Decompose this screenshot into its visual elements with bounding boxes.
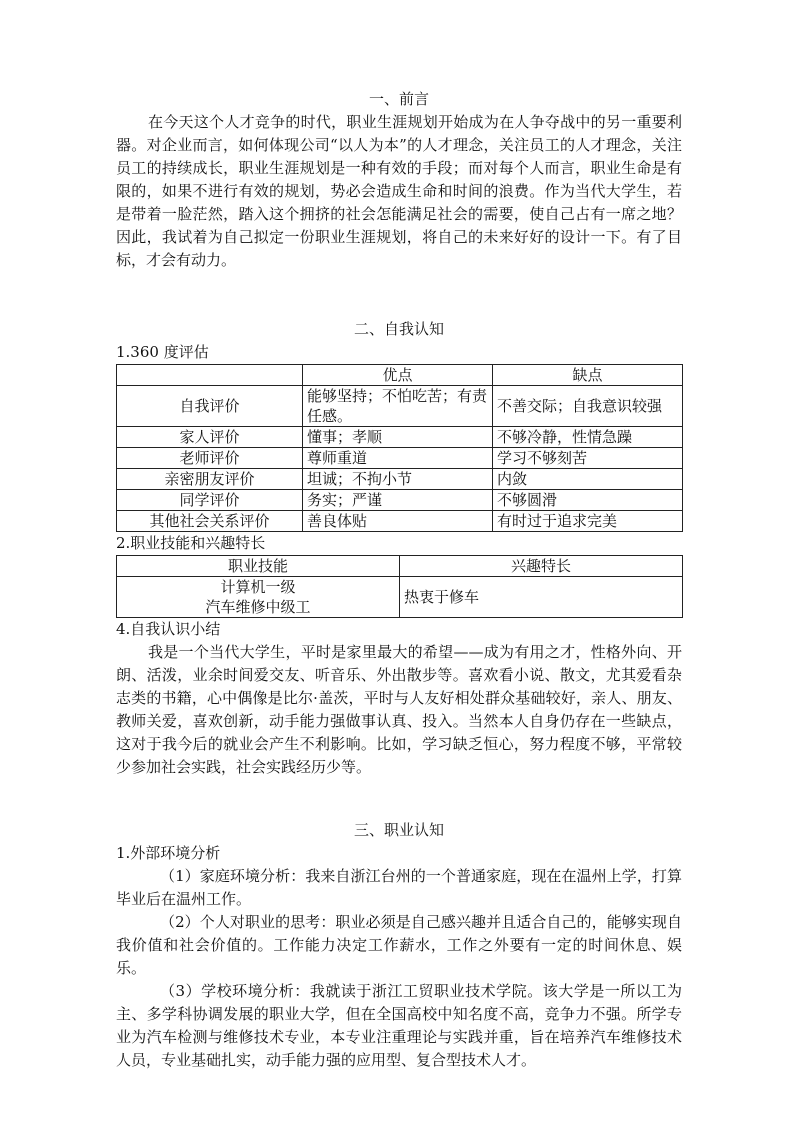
row-con: 不够圆滑 [493,490,683,511]
header-pros: 优点 [303,365,493,386]
table-row [117,427,683,448]
table-row [117,448,683,469]
row-pro: 坦诚；不拘小节 [303,469,493,490]
table-row [117,469,683,490]
row-label: 亲密朋友评价 [117,469,303,490]
summary-heading: 4.自我认识小结 [116,620,221,638]
document-page [116,88,682,1072]
env-heading: 1.外部环境分析 [116,844,221,862]
row-label: 老师评价 [117,448,303,469]
skill-item: 汽车维修中级工 [205,598,311,616]
row-con: 不善交际；自我意识较强 [493,386,683,427]
evaluation-table [116,364,683,532]
career-title: 三、职业认知 [353,821,444,839]
table-row [117,511,683,532]
career-item: （3）学校环境分析：我就读于浙江工贸职业技术学院。该大学是一所以工为主、多学科协调发展的职业大学，但在全国高校中知名度不高，竞争力不强。所学专业为汽车检测与维修技术专业，本专业注重理论与实践并重，旨在培养汽车维修技术人员，专业基础扎实，动手能力强的应用型、复合型技术人才。 [116,982,682,1069]
eval-heading: 1.360 度评估 [116,343,209,361]
row-pro: 尊师重道 [303,448,493,469]
interest-cell: 热衷于修车 [400,577,683,618]
row-pro: 务实；严谨 [303,490,493,511]
preface-title: 一、前言 [368,90,429,108]
summary-body: 我是一个当代大学生，平时是家里最大的希望——成为有用之才，性格外向、开朗、活泼，业余时间爱交友、听音乐、外出散步等。喜欢看小说、散文，尤其爱看杂志类的书籍，心中偶像是比尔·盖茨，平时与人友好相处群众基础较好，亲人、朋友、教师关爱，喜欢创新，动手能力强做事认真、投入。当然本人自身仍存在一些缺点，这对于我今后的就业会产生不利影响。比如，学习缺乏恒心，努力程度不够，平常较少参加社会实践，社会实践经历少等。 [116,643,682,776]
skills-cell [117,577,400,618]
preface-body: 在今天这个人才竞争的时代，职业生涯规划开始成为在人争夺战中的另一重要利器。对企业而言，如何体现公司“以人为本”的人才理念，关注员工的人才理念，关注员工的持续成长，职业生涯规划是一种有效的手段；而对每个人而言，职业生命是有限的，如果不进行有效的规划，势必会造成生命和时间的浪费。作为当代大学生，若是带着一脸茫然，踏入这个拥挤的社会怎能满足社会的需要，使自己占有一席之地？因此，我试着为自己拟定一份职业生涯规划，将自己的未来好好的设计一下。有了目标，才会有动力。 [116,113,682,269]
self-title: 二、自我认知 [353,320,444,338]
table-row [117,577,683,618]
career-item: （2）个人对职业的思考：职业必须是自己感兴趣并且适合自己的，能够实现自我价值和社会价值的。工作能力决定工作薪水，工作之外要有一定的时间休息、娱乐。 [116,913,682,977]
row-label: 家人评价 [117,427,303,448]
skill-item: 计算机一级 [220,578,296,596]
table-row [117,490,683,511]
row-label: 同学评价 [117,490,303,511]
row-label: 其他社会关系评价 [117,511,303,532]
skills-table [116,555,683,618]
table-row [117,386,683,427]
table-header-row [117,365,683,386]
header-empty [117,365,303,386]
skills-heading: 2.职业技能和兴趣特长 [116,534,266,552]
career-item: （1）家庭环境分析：我来自浙江台州的一个普通家庭，现在在温州上学，打算毕业后在温州工作。 [116,867,682,908]
table-header-row [117,556,683,577]
row-con: 不够冷静，性情急躁 [493,427,683,448]
row-pro: 能够坚持；不怕吃苦；有责任感。 [303,386,493,427]
header-skills: 职业技能 [117,556,400,577]
row-con: 学习不够刻苦 [493,448,683,469]
row-label: 自我评价 [117,386,303,427]
row-pro: 懂事；孝顺 [303,427,493,448]
row-con: 有时过于追求完美 [493,511,683,532]
header-interests: 兴趣特长 [400,556,683,577]
header-cons: 缺点 [493,365,683,386]
row-con: 内敛 [493,469,683,490]
row-pro: 善良体贴 [303,511,493,532]
